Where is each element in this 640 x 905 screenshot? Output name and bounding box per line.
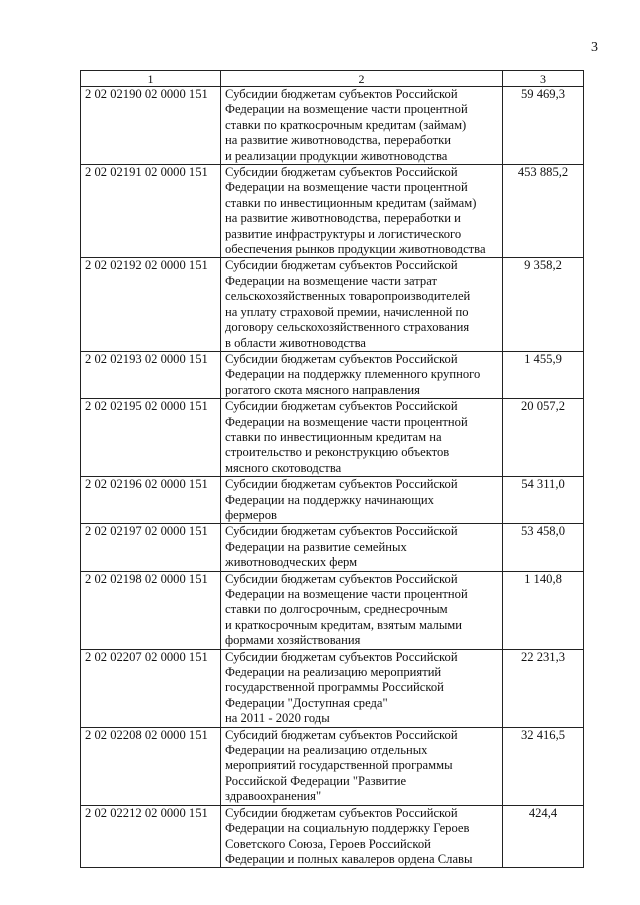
budget-amount: 9 358,2: [503, 258, 584, 351]
budget-description: Субсидии бюджетам субъектов Российской Федерации на возмещение части процентной ставки по инвестиционным кредитам (займам) на развитие животноводства, переработки и развитие инфраструктуры и логистического обеспечения рынков продукции животноводства: [221, 165, 503, 258]
budget-code: 2 02 02208 02 0000 151: [81, 727, 221, 805]
budget-amount: 20 057,2: [503, 399, 584, 477]
budget-amount: 453 885,2: [503, 165, 584, 258]
column-header-code: 1: [81, 71, 221, 87]
budget-code: 2 02 02190 02 0000 151: [81, 87, 221, 165]
budget-code: 2 02 02212 02 0000 151: [81, 805, 221, 868]
budget-amount: 22 231,3: [503, 649, 584, 727]
budget-description: Субсидии бюджетам субъектов Российской Федерации на развитие семейных животноводческих ферм: [221, 524, 503, 571]
budget-description: Субсидии бюджетам субъектов Российской Федерации на реализацию мероприятий государственной программы Российской Федерации "Доступная среда" на 2011 - 2020 годы: [221, 649, 503, 727]
budget-code: 2 02 02191 02 0000 151: [81, 165, 221, 258]
budget-description: Субсидии бюджетам субъектов Российской Федерации на возмещение части процентной ставки по долгосрочным, среднесрочным и краткосрочным кредитам, взятым малыми формами хозяйствования: [221, 571, 503, 649]
budget-description: Субсидии бюджетам субъектов Российской Федерации на возмещение части процентной ставки по краткосрочным кредитам (займам) на развитие животноводства, переработки и реализации продукции животноводства: [221, 87, 503, 165]
column-header-description: 2: [221, 71, 503, 87]
table-row: [81, 805, 584, 868]
table-row: [81, 351, 584, 398]
table-row: [81, 727, 584, 805]
table-row: [81, 399, 584, 477]
table-row: [81, 165, 584, 258]
budget-code: 2 02 02207 02 0000 151: [81, 649, 221, 727]
budget-amount: 53 458,0: [503, 524, 584, 571]
table-header-row: [81, 71, 584, 87]
budget-description: Субсидии бюджетам субъектов Российской Федерации на поддержку племенного крупного рогатого скота мясного направления: [221, 351, 503, 398]
budget-description: Субсидии бюджетам субъектов Российской Федерации на возмещение части затрат сельскохозяйственных товаропроизводителей на уплату страховой премии, начисленной по договору сельскохозяйственного страхования в области животноводства: [221, 258, 503, 351]
table-row: [81, 571, 584, 649]
budget-amount: 59 469,3: [503, 87, 584, 165]
budget-amount: 1 455,9: [503, 351, 584, 398]
budget-code: 2 02 02196 02 0000 151: [81, 477, 221, 524]
budget-revenue-table: [80, 70, 584, 868]
budget-description: Субсидии бюджетам субъектов Российской Федерации на возмещение части процентной ставки по инвестиционным кредитам на строительство и реконструкцию объектов мясного скотоводства: [221, 399, 503, 477]
budget-code: 2 02 02197 02 0000 151: [81, 524, 221, 571]
budget-code: 2 02 02192 02 0000 151: [81, 258, 221, 351]
table-row: [81, 524, 584, 571]
budget-description: Субсидии бюджетам субъектов Российской Федерации на поддержку начинающих фермеров: [221, 477, 503, 524]
budget-code: 2 02 02198 02 0000 151: [81, 571, 221, 649]
table-row: [81, 477, 584, 524]
budget-code: 2 02 02195 02 0000 151: [81, 399, 221, 477]
budget-amount: 32 416,5: [503, 727, 584, 805]
column-header-amount: 3: [503, 71, 584, 87]
budget-description: Субсидии бюджетам субъектов Российской Федерации на социальную поддержку Героев Советского Союза, Героев Российской Федерации и полных кавалеров ордена Славы: [221, 805, 503, 868]
budget-amount: 424,4: [503, 805, 584, 868]
page-number: 3: [591, 40, 598, 55]
table-row: [81, 87, 584, 165]
table-row: [81, 649, 584, 727]
budget-description: Субсидий бюджетам субъектов Российской Федерации на реализацию отдельных мероприятий государственной программы Российской Федерации "Развитие здравоохранения": [221, 727, 503, 805]
budget-amount: 54 311,0: [503, 477, 584, 524]
budget-code: 2 02 02193 02 0000 151: [81, 351, 221, 398]
table-row: [81, 258, 584, 351]
budget-amount: 1 140,8: [503, 571, 584, 649]
